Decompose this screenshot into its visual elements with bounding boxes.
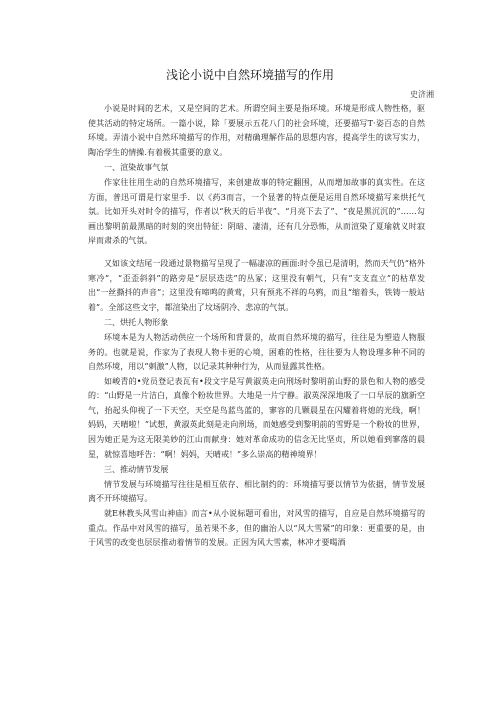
- paragraph-section3-a: 情节发展与环境描写往往是相互依存、相比制约的：环境描写要以情节为依据，情节发展离不开环境描写。: [88, 479, 425, 504]
- section-heading-3: 三、推动情节发展: [104, 465, 169, 475]
- document-author: 史济湘: [410, 90, 434, 99]
- paragraph-section2-b: 如峻青的•党员登记表瓦有•段文字是写黄淑英走向刑场时黎明前山野的景色和人物的感受的：“山野是一片洁白，真像个粉妆世界。大地是一片宁静。淑英深深地吸了一口早辰的旗新空气，抬起头仰视了一下天空，天空是鸟蓝鸟蓝的，寥容的几颗晨星在闪耀着将熄的光线，啊！妈妈，天晴啦！”试想，黄淑英此刻是走向刑场，而她感受到黎明前的雪野是一个粉妆的世界，因为她正是为这无限美妙的江山而献身：她对革命成功的信念无比坚贞，所以她看到寥落的晨星，就惊喜地呼告：“啊！妈妈，天晴戒！”多么崇高的精神境界！: [88, 376, 425, 459]
- paragraph-section2-a: 环境本是为人物活动供应一个场所和背景的，故而自然环境的描写，往往是为塑造人物服务的。也就是说，作家为了表现人物卡更的心境，困难的性格，往往要为人物设理多种不同的自然环境，用以“刺激”人物，以记录其种种行为，从而显露其性格。: [88, 332, 425, 372]
- paragraph-section1-b: 又如该文结尾一段通过景物描写呈现了一幅凄凉的画面:时令虽已是清明，然而天气仍“格外寒冷”，“歪歪斜斜”的路旁是“层层迭迭”的丛冢；这里没有朝气，只有“支支直立”的枯草发出“一丝撕抖的声音”；这里没有啼鸣的黄莺，只有预兆不祥的乌鸦，而且“缩着头，铁铸一般站着”。全部这些文字，都渲染出了坟场阴冷、悲凉的气氛。: [88, 258, 425, 312]
- paragraph-section1-a: 作家往往用生动的自然环境描写，来创建故事的特定翻围，从而增加故事的真实性。在这方面，普迅可谓是行家里手．以《药3而言，一个显著的特点便是运用自然环境描写来烘托气氛。比如开头对时令的描写，作者以“秋天的后半夜”、“月亮下去了”、“夜是黑沉沉的”……勾画出黎明前最黑暗的时刻的突出特征：阴暗、凄清，还有几分恐怖，从而渲染了夏瑜就义时寂岸而肃杀的气氛。: [88, 177, 425, 246]
- document-title: 浅论小说中自然环境描写的作用: [165, 68, 334, 82]
- section-heading-1: 一、渲染故事气氛: [104, 163, 169, 173]
- document-body: [88, 102, 425, 551]
- paragraph-intro: 小说是时间的艺术，又是空间的艺术。所谓空间主要是指环境。环境是形成人物性格，驱使其活动的特定场所。一篇小说，除「要展示五花八门的社会环境，还要描写T·姿百态的自然环境。弄清小说中自然环境描写的作用，对精确理解作品的思想内容，提高学生的读写实力，陶冶学生的情操.有着极其重要的意义。: [88, 104, 425, 157]
- section-heading-2: 二、烘托人物形象: [104, 318, 169, 328]
- paragraph-section3-b: 就E林教头风雪山神庙》而言•从小说标题可看出，对风雪的描写，自应是自然环境描写的重点。作品中对风雪的描写，虽若果不多，但的幽治人以“风大雪紧”的印象：更重要的是，由于风雪的改变也层层推动着情节的发展。正因为风大雪素，林冲才要喝酒: [88, 509, 425, 548]
